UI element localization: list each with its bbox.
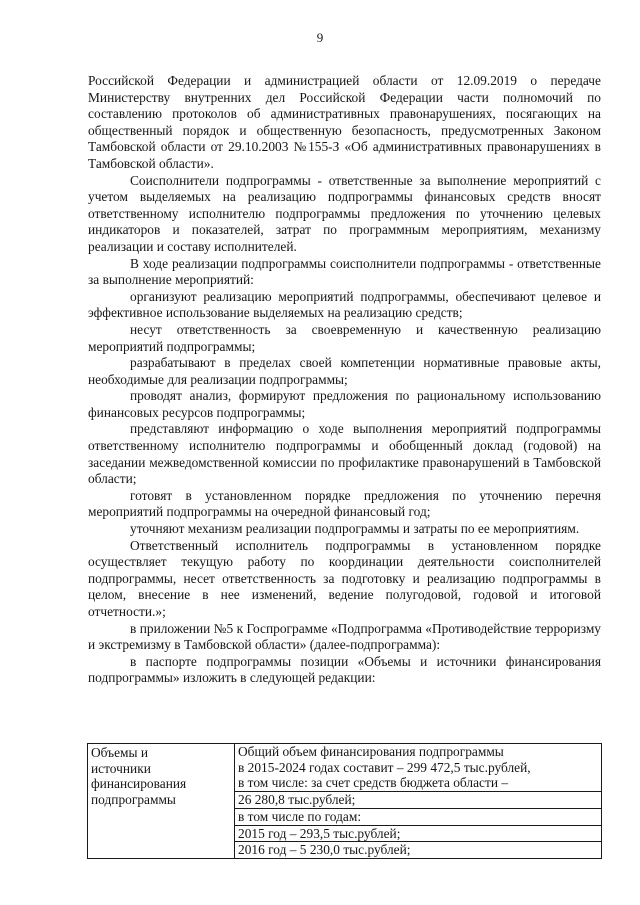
label-cell xyxy=(88,744,235,859)
paragraph-duty-analysis: проводят анализ, формируют предложения по рациональному использованию финансовых ресурсов подпрограммы; xyxy=(88,388,601,420)
paragraph-appendix-5: в приложении №5 к Госпрограмме «Подпрограмма «Противодействие терроризму и экстремизму в Тамбовской области» (далее-подпрограмма): xyxy=(88,620,601,653)
paragraph-duty-responsibility: несут ответственность за своевременную и качественную реализацию мероприятий подпрограммы; xyxy=(88,321,601,354)
value-line xyxy=(235,842,601,858)
paragraph-duty-proposals: готовят в установленном порядке предложения по уточнению перечня мероприятий подпрограммы на очередной финансовый год; xyxy=(88,487,601,520)
paragraph-duty-organize: организуют реализацию мероприятий подпрограммы, обеспечивают целевое и эффективное использование выделяемых на реализацию средств; xyxy=(88,288,601,321)
value-text: 26 280,8 тыс.рублей; xyxy=(238,792,356,808)
value-line xyxy=(235,792,601,809)
value-line xyxy=(235,760,601,776)
paragraph-co-executors: Соисполнители подпрограммы - ответственные за выполнение мероприятий с учетом выделяемых на реализацию подпрограммы финансовых средств вносят ответственному исполнителю подпрограммы предложения по уточнению целевых индикаторов и показателей, затрат по программным мероприятиям, механизму реализации и составу исполнителей. xyxy=(88,172,601,254)
value-line xyxy=(235,809,601,826)
value-text: в том числе: за счет средств бюджета области – xyxy=(238,775,509,791)
page-number: 9 xyxy=(316,30,324,45)
paragraph-passport-position: в паспорте подпрограммы позиции «Объемы и источники финансирования подпрограммы» изложить в следующей редакции: xyxy=(88,653,601,686)
value-line xyxy=(235,744,601,760)
paragraph-duty-mechanism: уточняют механизм реализации подпрограммы и затраты по ее мероприятиям. xyxy=(130,521,580,537)
value-text: в том числе по годам: xyxy=(238,808,362,824)
value-text: 2015 год – 293,5 тыс.рублей; xyxy=(238,825,401,841)
value-line xyxy=(235,826,601,843)
document-body xyxy=(88,73,601,687)
value-text: Общий объем финансирования подпрограммы xyxy=(238,744,504,759)
paragraph-continuation: Российской Федерации и администрацией области от 12.09.2019 о передаче Министерству внутренних дел Российской Федерации части полномочий по составлению протоколов об административных правонарушениях, посягающих на общественный порядок и общественную безопасность, предусмотренных Законом Тамбовской области от 29.10.2003 №155-З «Об административных правонарушениях в Тамбовской области». xyxy=(88,73,601,171)
label-line: финансирования xyxy=(91,776,187,792)
paragraph-responsible-executor: Ответственный исполнитель подпрограммы в установленном порядке осуществляет текущую работу по координации деятельности соисполнителей подпрограммы, несет ответственность за подготовку и реализацию подпрограммы в целом, внесение в нее изменений, ведение полугодовой, годовой и итоговой отчетности.»; xyxy=(88,537,601,619)
value-cell xyxy=(235,744,602,859)
paragraph-duty-develop-acts: разрабатывают в пределах своей компетенции нормативные правовые акты, необходимые для реализации подпрограммы; xyxy=(88,355,601,387)
table-row xyxy=(88,744,602,859)
passport-table xyxy=(87,743,602,859)
paragraph-duty-report: представляют информацию о ходе выполнения мероприятий подпрограммы ответственному исполнителю подпрограммы и обобщенный доклад (годовой) на заседании межведомственной комиссии по профилактике правонарушений в Тамбовской области; xyxy=(88,421,601,487)
value-text: 2016 год – 5 230,0 тыс.рублей; xyxy=(238,842,411,858)
paragraph-implementation-intro: В ходе реализации подпрограммы соисполнители подпрограммы - ответственные за выполнение мероприятий: xyxy=(88,255,601,288)
label-line: подпрограммы xyxy=(91,792,176,808)
label-line: Объемы и xyxy=(91,745,149,760)
label-line: источники xyxy=(91,760,151,776)
value-text: в 2015-2024 годах составит – 299 472,5 тыс.рублей, xyxy=(238,759,531,775)
value-line xyxy=(235,775,601,792)
